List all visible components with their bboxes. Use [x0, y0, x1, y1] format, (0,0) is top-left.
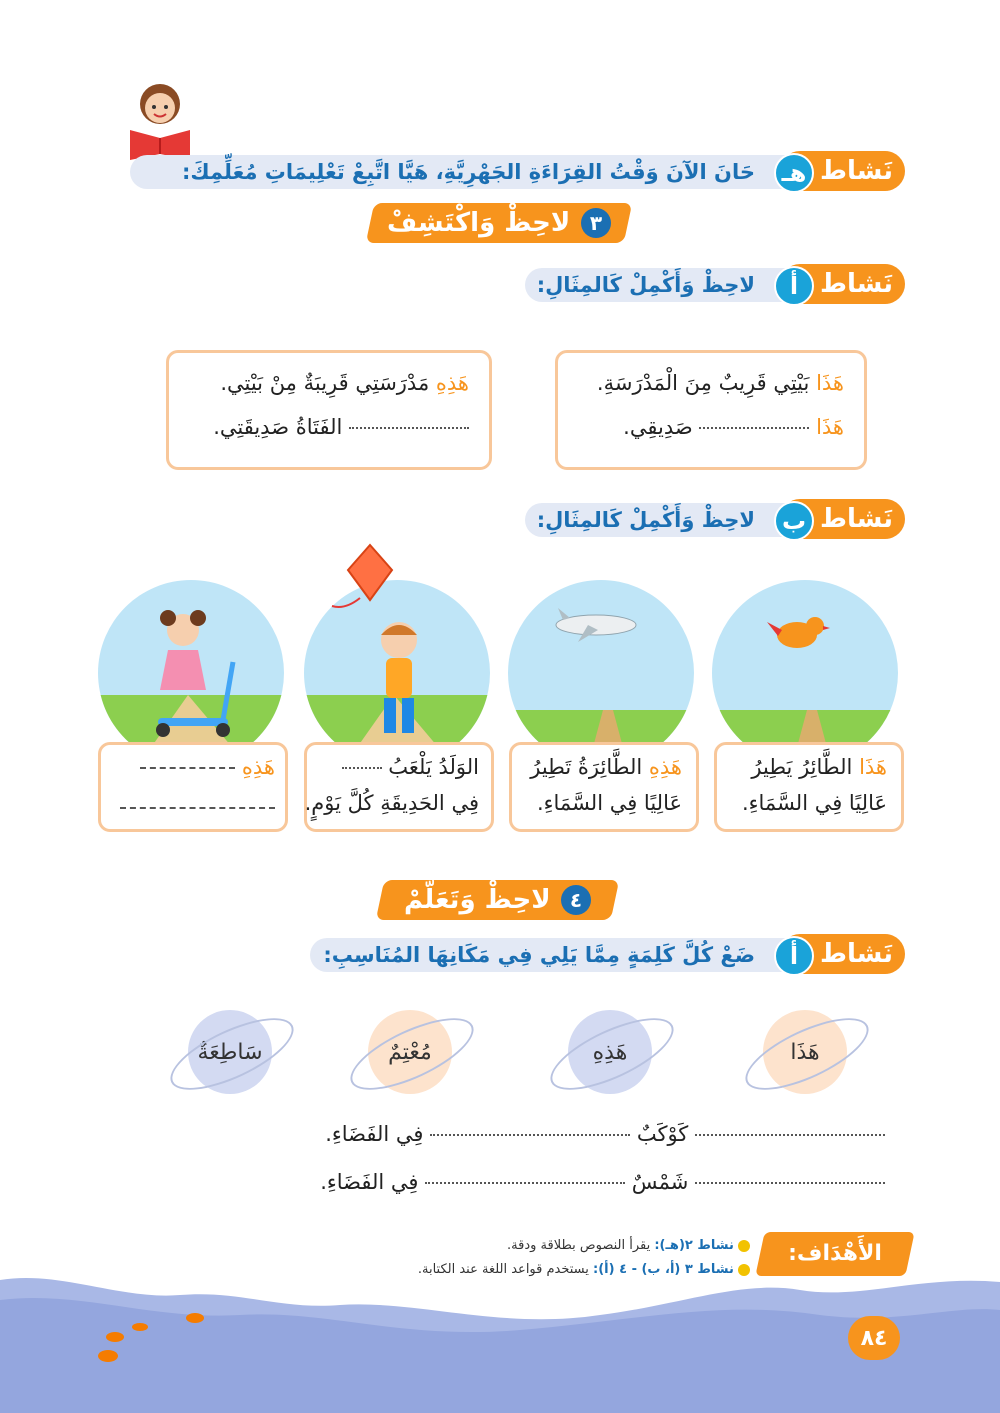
picture-card-3 [304, 742, 494, 832]
section-title-text: لاحِظْ وَتَعَلَّمْ [404, 885, 551, 915]
picture-card-4 [98, 742, 288, 832]
example-line [213, 415, 469, 439]
girl-scooter-picture [98, 580, 284, 766]
word-bank-item[interactable]: هَذَا [763, 1010, 847, 1094]
example-box-right [555, 350, 867, 470]
goal-text: يقرأ النصوص بطلاقة ودقة. [507, 1238, 651, 1253]
word-bank-item[interactable]: سَاطِعَةٌ [188, 1010, 272, 1094]
answer-blank[interactable] [140, 767, 235, 769]
goals-label: الأَهْدَاف: [788, 1241, 882, 1266]
answer-blank[interactable] [120, 807, 275, 809]
card-line [342, 755, 479, 779]
sentence-text: فِي الفَضَاءِ. [325, 1122, 424, 1146]
answer-blank[interactable] [342, 767, 382, 769]
planet-word-2[interactable] [545, 1010, 675, 1094]
sentence-text: الوَلَدُ يَلْعَبُ [388, 755, 479, 779]
demonstrative-word: هَذَا [816, 415, 844, 439]
answer-blank[interactable] [349, 427, 469, 429]
goal-text: يستخدم قواعد اللغة عند الكتابة. [417, 1262, 589, 1277]
word-bank-item[interactable]: هَذِهِ [568, 1010, 652, 1094]
activity-tag [780, 934, 905, 974]
demonstrative-word: هَذِهِ [241, 755, 275, 779]
activity-letter-badge: ب [774, 501, 814, 541]
bird-picture [712, 580, 898, 766]
activity-h-banner [130, 155, 905, 189]
activity-instruction: حَانَ الآنَ وَقْتُ القِرَاءَةِ الجَهْرِيَّةِ، هَيَّا اتَّبِعْ تَعْلِيمَاتِ مُعَلِّمِكَ: [182, 160, 755, 184]
planet-word-4[interactable] [165, 1010, 295, 1094]
card-line [530, 755, 682, 779]
example-line [220, 371, 469, 395]
activity-tag [780, 264, 905, 304]
goal-reference: نشاط ٣ (أ، ب) - ٤ (أ): [593, 1262, 734, 1277]
section-4-title [376, 880, 620, 920]
sentence-text: عَالِيًا فِي السَّمَاءِ. [536, 791, 682, 815]
answer-blank[interactable] [699, 427, 809, 429]
girl-reading-illustration [125, 82, 195, 162]
sentence-text: عَالِيًا فِي السَّمَاءِ. [741, 791, 887, 815]
fill-sentence-2 [320, 1170, 885, 1194]
activity-a2-banner [310, 938, 905, 972]
activity-tag [780, 499, 905, 539]
activity-tag-label: نَشاط [820, 504, 893, 534]
section-number: ٣ [581, 208, 611, 238]
planet-word-3[interactable] [345, 1010, 475, 1094]
section-title-text: لاحِظْ وَاكْتَشِفْ [387, 208, 571, 238]
sentence-text: الطَّائِرُ يَطِيرُ [751, 755, 853, 779]
demonstrative-word: هَذَا [859, 755, 887, 779]
sentence-text: صَدِيقِي. [623, 415, 693, 439]
sentence-text: بَيْتِي قَرِيبٌ مِنَ الْمَدْرَسَةِ. [596, 371, 810, 395]
goals-ribbon [755, 1232, 914, 1276]
page-number: ٨٤ [848, 1316, 900, 1360]
sentence-text: الفَتَاةُ صَدِيقَتِي. [213, 415, 343, 439]
card-line [751, 755, 887, 779]
card-line [140, 755, 275, 779]
sentence-text: فِي الحَدِيقَةِ كُلَّ يَوْمٍ. [304, 791, 479, 815]
example-line [597, 371, 844, 395]
activity-letter-badge: أ [774, 936, 814, 976]
activity-tag [780, 151, 905, 191]
answer-blank[interactable] [430, 1134, 630, 1136]
bullet-icon [738, 1240, 750, 1252]
activity-tag-label: نَشاط [820, 269, 893, 299]
goal-item-1 [507, 1238, 750, 1253]
sentence-text: الطَّائِرَةُ تَطِيرُ [530, 755, 643, 779]
demonstrative-word: هَذِهِ [648, 755, 682, 779]
activity-tag-label: نَشاط [820, 939, 893, 969]
picture-card-1 [714, 742, 904, 832]
section-number: ٤ [561, 885, 591, 915]
section-3-title [366, 203, 633, 243]
activity-letter-badge: أ [774, 266, 814, 306]
bullet-icon [738, 1264, 750, 1276]
sentence-text: شَمْسٌ [631, 1170, 689, 1194]
example-line [623, 415, 844, 439]
activity-b-banner [525, 503, 905, 537]
airplane-picture [508, 580, 694, 766]
example-box-left [166, 350, 492, 470]
answer-blank[interactable] [425, 1182, 625, 1184]
goal-item-2 [418, 1262, 750, 1277]
fill-sentence-1 [325, 1122, 885, 1146]
activity-a1-banner [525, 268, 905, 302]
kite-illustration [330, 540, 400, 620]
demonstrative-word: هَذَا [816, 371, 844, 395]
picture-card-2 [509, 742, 699, 832]
activity-letter-badge: هـ [774, 153, 814, 193]
activity-instruction: ضَعْ كُلَّ كَلِمَةٍ مِمَّا يَلِي فِي مَكَانِهَا المُنَاسِبِ: [323, 943, 755, 967]
activity-instruction: لاحِظْ وَأَكْمِلْ كَالمِثَالِ: [536, 273, 755, 297]
sentence-text: فِي الفَضَاءِ. [320, 1170, 419, 1194]
planet-word-1[interactable] [740, 1010, 870, 1094]
sentence-text: كَوْكَبٌ [636, 1122, 689, 1146]
activity-tag-label: نَشاط [820, 156, 893, 186]
answer-blank[interactable] [695, 1134, 885, 1136]
goal-reference: نشاط ٢(هـ): [654, 1238, 734, 1253]
demonstrative-word: هَذِهِ [435, 371, 469, 395]
word-bank-item[interactable]: مُعْتِمٌ [368, 1010, 452, 1094]
activity-instruction: لاحِظْ وَأَكْمِلْ كَالمِثَالِ: [536, 508, 755, 532]
sentence-text: مَدْرَسَتِي قَرِيبَةٌ مِنْ بَيْتِي. [220, 371, 430, 395]
answer-blank[interactable] [695, 1182, 885, 1184]
